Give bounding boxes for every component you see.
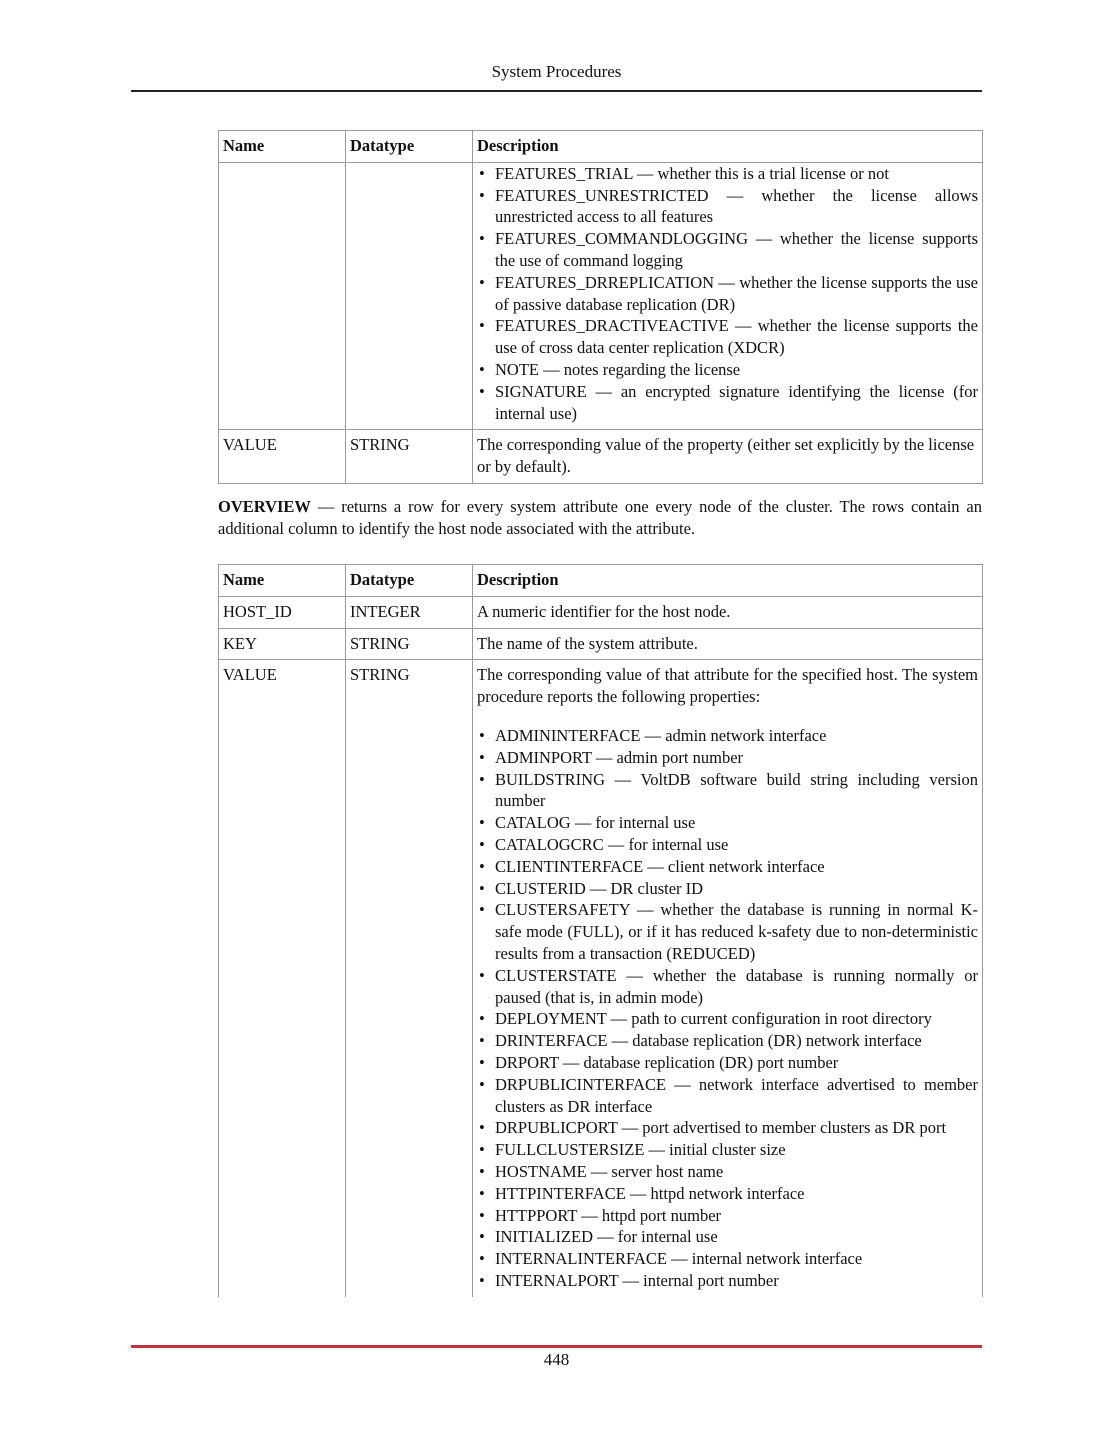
property-item: • DRPORT — database replication (DR) port number xyxy=(477,1052,978,1074)
overview-term: OVERVIEW xyxy=(218,497,311,516)
property-item: • CLUSTERSTATE — whether the database is running normally or paused (that is, in admin mode) xyxy=(477,965,978,1009)
name-cell: KEY xyxy=(219,628,346,660)
name-cell xyxy=(219,162,346,430)
column-header-datatype: Datatype xyxy=(346,131,473,163)
table-row xyxy=(219,596,983,628)
datatype-cell: STRING xyxy=(346,660,473,1297)
table-row xyxy=(219,162,983,430)
page-number: 448 xyxy=(543,1350,570,1369)
property-item: • DRINTERFACE — database replication (DR) network interface xyxy=(477,1030,978,1052)
table-header-row xyxy=(219,565,983,597)
description-cell xyxy=(473,660,983,1297)
description-cell: The corresponding value of the property (either set explicitly by the license or by default). xyxy=(473,430,983,484)
datatype-cell: INTEGER xyxy=(346,596,473,628)
property-item: • INITIALIZED — for internal use xyxy=(477,1226,978,1248)
name-cell: VALUE xyxy=(219,430,346,484)
overview-text: — returns a row for every system attribute one every node of the cluster. The rows contain an additional column to identify the host node associated with the attribute. xyxy=(218,497,982,538)
table-row xyxy=(219,660,983,1297)
property-item: • SIGNATURE — an encrypted signature identifying the license (for internal use) xyxy=(477,381,978,425)
property-item: • HTTPPORT — httpd port number xyxy=(477,1205,978,1227)
name-cell: HOST_ID xyxy=(219,596,346,628)
name-cell: VALUE xyxy=(219,660,346,1297)
property-item: • FEATURES_COMMANDLOGGING — whether the license supports the use of command logging xyxy=(477,228,978,272)
column-header-datatype: Datatype xyxy=(346,565,473,597)
property-item: • FEATURES_DRACTIVEACTIVE — whether the license supports the use of cross data center replication (XDCR) xyxy=(477,315,978,359)
property-item: • ADMININTERFACE — admin network interface xyxy=(477,725,978,747)
property-item: • CATALOGCRC — for internal use xyxy=(477,834,978,856)
property-list xyxy=(477,725,978,1292)
footer-rule xyxy=(131,1345,982,1348)
property-item: • DEPLOYMENT — path to current configuration in root directory xyxy=(477,1008,978,1030)
property-item: • FEATURES_TRIAL — whether this is a trial license or not xyxy=(477,163,978,185)
property-item: • CLIENTINTERFACE — client network interface xyxy=(477,856,978,878)
page-header-title: System Procedures xyxy=(491,62,622,81)
header-rule xyxy=(131,90,982,92)
property-item: • FEATURES_UNRESTRICTED — whether the license allows unrestricted access to all features xyxy=(477,185,978,229)
table-header-row xyxy=(219,131,983,163)
property-item: • FULLCLUSTERSIZE — initial cluster size xyxy=(477,1139,978,1161)
property-item: • CATALOG — for internal use xyxy=(477,812,978,834)
column-header-name: Name xyxy=(219,565,346,597)
overview-table xyxy=(218,564,983,1297)
description-cell xyxy=(473,162,983,430)
property-item: • HTTPINTERFACE — httpd network interface xyxy=(477,1183,978,1205)
column-header-description: Description xyxy=(473,131,983,163)
table-row xyxy=(219,430,983,484)
description-intro: The corresponding value of that attribute for the specified host. The system procedure reports the following properties: xyxy=(477,665,978,707)
license-properties-table xyxy=(218,130,983,484)
description-cell: A numeric identifier for the host node. xyxy=(473,596,983,628)
datatype-cell: STRING xyxy=(346,430,473,484)
property-item: • BUILDSTRING — VoltDB software build string including version number xyxy=(477,769,978,813)
property-item: • ADMINPORT — admin port number xyxy=(477,747,978,769)
property-item: • CLUSTERSAFETY — whether the database is running in normal K-safe mode (FULL), or if it has reduced k-safety due to non-deterministic results from a transaction (REDUCED) xyxy=(477,899,978,964)
datatype-cell: STRING xyxy=(346,628,473,660)
property-item: • DRPUBLICPORT — port advertised to member clusters as DR port xyxy=(477,1117,978,1139)
property-item: • HOSTNAME — server host name xyxy=(477,1161,978,1183)
property-item: • FEATURES_DRREPLICATION — whether the license supports the use of passive database replication (DR) xyxy=(477,272,978,316)
overview-paragraph xyxy=(218,496,982,540)
property-item: • INTERNALINTERFACE — internal network interface xyxy=(477,1248,978,1270)
property-item: • INTERNALPORT — internal port number xyxy=(477,1270,978,1292)
column-header-description: Description xyxy=(473,565,983,597)
property-item: • NOTE — notes regarding the license xyxy=(477,359,978,381)
column-header-name: Name xyxy=(219,131,346,163)
property-list xyxy=(477,163,978,425)
property-item: • DRPUBLICINTERFACE — network interface advertised to member clusters as DR interface xyxy=(477,1074,978,1118)
datatype-cell xyxy=(346,162,473,430)
table-row xyxy=(219,628,983,660)
property-item: • CLUSTERID — DR cluster ID xyxy=(477,878,978,900)
description-cell: The name of the system attribute. xyxy=(473,628,983,660)
